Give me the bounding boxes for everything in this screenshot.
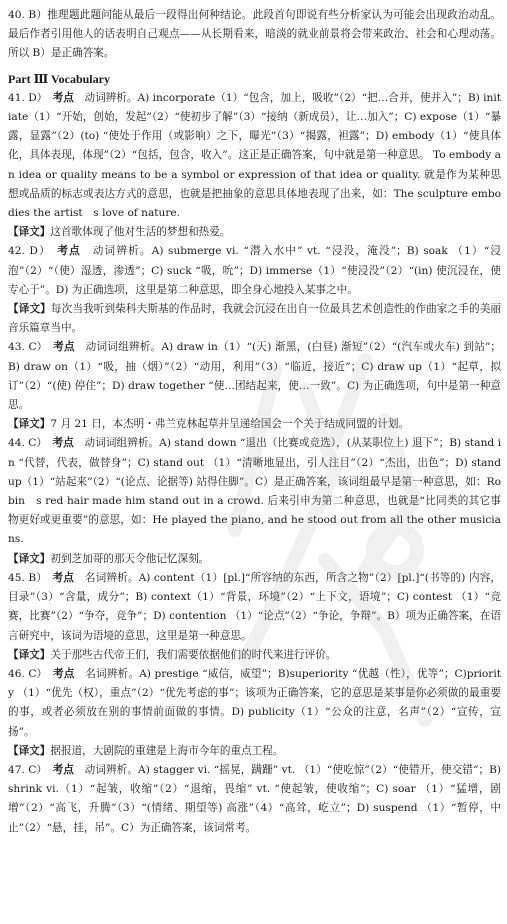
item-explanation: 动词辨析。A) incorporate（1）“包含，加上，吸收”（2）“把…合并，使并入”；B) initiate（1）“开始，创始，发起”（2）“使初步了解”（3）“接纳（新成员），让…加入”；C) expose（1）“暴露，显露”（2）(to) “使处于作用（或影响）之下，曝光”（3）“揭露，袒露”；D) embody（1）“使具体化，具体表现，体现”（2）“包括，包含，收入”。这正是正确答案，句中就是第一种意思。 To embody an idea or quality means to be a symbol or expression of that idea or quality. 就是作为某种思想或品质的标志或表达方式的意思，也就是把抽象的意思具体地表现了出来，如：The sculpture embodies the artist s love of nature. bbox=[8, 91, 502, 220]
kaodian-label: 考点 bbox=[52, 763, 74, 776]
translation-text: 每次当我听到柴科夫斯基的作品时，我就会沉浸在出自一位最具艺术创造性的作曲家之手的美丽音乐篇章当中。 bbox=[8, 303, 502, 335]
kaodian-label: 考点 bbox=[52, 667, 75, 680]
translation-label: 【译文】 bbox=[8, 648, 51, 661]
translation-label: 【译文】 bbox=[8, 744, 51, 757]
kaodian-label: 考点 bbox=[52, 571, 75, 584]
item-number: 41. D） bbox=[8, 91, 43, 104]
translation-text: 据报道，大剧院的重建是上海市今年的重点工程。 bbox=[50, 744, 284, 757]
translation-text: 7 月 21 日，本杰明・弗兰克林起草并呈递给国会一个关于结成同盟的计划。 bbox=[50, 418, 410, 431]
item-explanation: 动词词组辨析。A) draw in（1）“(天) 渐黑，(白昼) 渐短”（2）“(汽车或火车) 到站”；B) draw on（1）“吸，抽（烟）”（2）“动用，利用”（3）“临近，接近”；C) draw up（1）“起草，拟订”（2）“(使) 停住”；D) draw together “使…团结起来，使…一致”。C) 为正确选项，句中是第一种意思。 bbox=[8, 341, 502, 412]
translation-label: 【译文】 bbox=[8, 418, 51, 431]
translation-line bbox=[8, 550, 501, 569]
item-number: 45. B） bbox=[8, 571, 42, 584]
item-number: 47. C） bbox=[8, 763, 42, 776]
kaodian-label: 考点 bbox=[52, 437, 74, 450]
translation-line bbox=[8, 223, 501, 242]
intro-paragraph: 40. B）推理题此题问能从最后一段得出何种结论。此段首句即说有些分析家认为可能会出现政治动乱。最后作者引用他人的话表明自己观点——从长期看来，暗淡的就业前景将会带来政治、社会和心理动荡。所以 B）是正确答案。 bbox=[8, 9, 501, 60]
kaodian-label: 考点 bbox=[57, 245, 81, 258]
translation-label: 【译文】 bbox=[8, 552, 51, 565]
translation-line bbox=[8, 646, 501, 665]
vocab-item bbox=[8, 89, 501, 223]
item-explanation: 名词辨析。A) content（1）[pl.]“所容纳的东西，所含之物”（2）[pl.]“(书等的) 内容，目录”（3）“含量，成分”；B) context（1）“背景，环境”（2）“上下文，语境”；C) contest （1）“竞赛，比赛”（2）“争夺，竞争”；D) contention （1）“论点”（2）“争论，争辩”。B）项为正确答案，在语言研究中，该词为语境的意思，这里是第一种意思。 bbox=[8, 571, 502, 642]
translation-line bbox=[8, 300, 501, 338]
item-explanation: 动词词组辨析。A) stand down “退出（比赛或竞选），(从某职位上) 退下”；B) stand in “代替，代表，做替身”；C) stand out （1）“清晰地显出，引人注目”（2）“杰出，出色”；D) stand up（1）“站起来”（2）“(论点、论据等) 站得住脚”。C）是正确答案，该词组最早是第一种意思，如：Robin s red hair made him stand out in a crowd. 后来引申为第二种意思，也就是“比同类的其它事物更好或更重要”的意思，如：He played the piano, and he stood out from all the other musicians. bbox=[8, 437, 502, 546]
vocab-item bbox=[8, 338, 501, 415]
item-explanation: 名词辨析。A) prestige “威信，威望”；B)superiority “优越（性），优等”；C)priority （1）“优先（权），重点”（2）“优先考虑的事”；该项为正确答案，它的意思是某事是你必须做的最重要的事，或者必须放在别的事情前面做的事情。D) publicity（1）“公众的注意，名声”（2）“宣传，宣扬”。 bbox=[8, 667, 502, 738]
vocab-item bbox=[8, 761, 501, 838]
translation-text: 关于那些古代帝王们，我们需要依据他们的时代来进行评价。 bbox=[50, 648, 337, 661]
kaodian-label: 考点 bbox=[53, 341, 75, 354]
translation-label: 【译文】 bbox=[8, 226, 51, 239]
translation-line bbox=[8, 742, 501, 761]
translation-line bbox=[8, 415, 501, 434]
item-explanation: 动词辨析。A) submerge vi. “潜入水中” vt. “浸没，淹没”；B) soak （1）“浸泡”（2）“（使）湿透，渗透”；C) suck “吸，吮”；D) immerse（1）“使浸没”（2）“(in) 使沉浸在，使专心于”。D) 为正确选项，这里是第二种意思，即全身心地投入某事之中。 bbox=[8, 245, 502, 296]
translation-label: 【译文】 bbox=[8, 303, 51, 316]
translation-text: 初到芝加哥的那天令他记忆深刻。 bbox=[50, 552, 210, 565]
vocab-item bbox=[8, 434, 501, 549]
kaodian-label: 考点 bbox=[52, 91, 74, 104]
item-explanation: 动词辨析。A) stagger vi. “摇晃，蹒跚” vt. （1）“使吃惊”（2）“使错开，使交错”；B) shrink vi.（1）“起皱，收缩”（2）“退缩，畏缩” vt. “使起皱，使收缩”；C) soar （1）“猛增，剧增”（2）“高飞，升腾”（3）“(情绪、期望等) 高涨”（4）“高耸，屹立”；D) suspend （1）“暂停，中止”（2）“悬，挂，吊”。C）为正确答案，该词常考。 bbox=[8, 763, 502, 834]
item-number: 42. D） bbox=[8, 245, 46, 258]
vocab-item bbox=[8, 569, 501, 646]
item-number: 44. C） bbox=[8, 437, 42, 450]
item-number: 46. C） bbox=[8, 667, 43, 680]
vocab-item bbox=[8, 665, 501, 742]
section-title: Part Ⅲ Vocabulary bbox=[8, 71, 110, 86]
item-number: 43. C） bbox=[8, 341, 43, 354]
vocab-item bbox=[8, 242, 501, 300]
translation-text: 这首歌体现了他对生活的梦想和热爱。 bbox=[50, 226, 231, 239]
vocabulary-items bbox=[8, 89, 501, 838]
